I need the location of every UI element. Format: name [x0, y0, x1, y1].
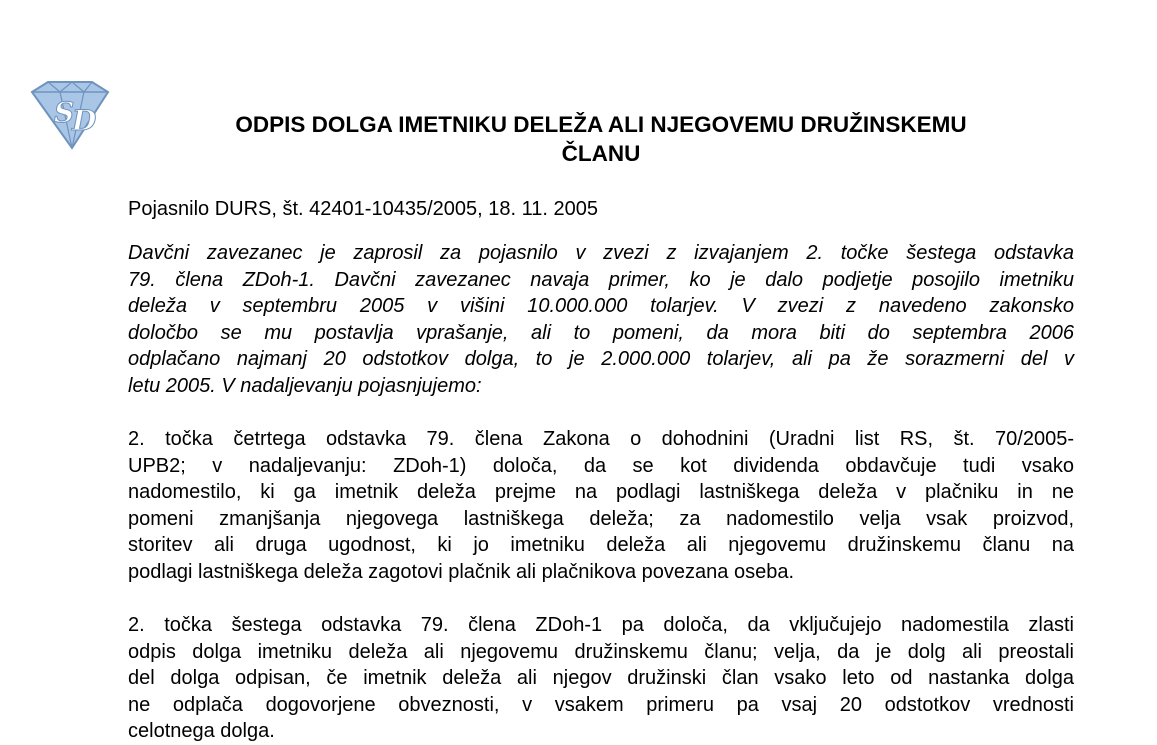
title-line: ČLANU [561, 141, 641, 166]
document-title [128, 110, 1074, 168]
intro-line: Davčni zavezanec je zaprosil za pojasnilo v zvezi z izvajanjem 2. točke šestega odstavka [128, 242, 1074, 264]
paragraph-line: storitev ali druga ugodnost, ki jo imetniku deleža ali njegovemu družinskemu članu na [128, 534, 1074, 556]
logo-letter-d: D [72, 104, 97, 137]
intro-line: določbo se mu postavlja vprašanje, ali to pomeni, da mora biti do septembra 2006 [128, 321, 1074, 344]
title-line: ODPIS DOLGA IMETNIKU DELEŽA ALI NJEGOVEMU DRUŽINSKEMU [235, 112, 967, 137]
logo-diamond-icon [28, 78, 112, 150]
logo-letter-s: S [54, 96, 75, 129]
intro-line: 79. člena ZDoh-1. Davčni zavezanec navaja primer, ko je dalo podjetje posojilo imetniku [128, 268, 1074, 291]
paragraph-line: 2. točka četrtega odstavka 79. člena Zakona o dohodnini (Uradni list RS, št. 70/2005- [128, 428, 1074, 450]
intro-line: odplačano najmanj 20 odstotkov dolga, to je 2.000.000 tolarjev, ali pa že sorazmerni del v [128, 348, 1074, 370]
paragraph-line: UPB2; v nadaljevanju: ZDoh-1) določa, da se kot dividenda obdavčuje tudi vsako [128, 454, 1074, 477]
document-reference: Pojasnilo DURS, št. 42401-10435/2005, 18. 11. 2005 [128, 198, 598, 220]
paragraph-line: del dolga odpisan, če imetnik deleža ali njegov družinski član vsako leto od nastanka dolga [128, 667, 1074, 689]
paragraph-line: nadomestilo, ki ga imetnik deleža prejme na podlagi lastniškega deleža v plačniku in ne [128, 481, 1074, 503]
paragraph-line: celotnega dolga. [128, 720, 275, 742]
logo [28, 78, 112, 150]
paragraph-line: podlagi lastniškega deleža zagotovi plačnik ali plačnikova povezana oseba. [128, 560, 794, 583]
paragraph-line: pomeni zmanjšanja njegovega lastniškega deleža; za nadomestilo velja vsak proizvod, [128, 507, 1074, 530]
body-paragraph-1 [128, 426, 1074, 585]
intro-line: letu 2005. V nadaljevanju pojasnjujemo: [128, 374, 482, 397]
paragraph-line: ne odplača dogovorjene obveznosti, v vsakem primeru pa vsaj 20 odstotkov vrednosti [128, 693, 1074, 716]
intro-line: deleža v septembru 2005 v višini 10.000.000 tolarjev. V zvezi z navedeno zakonsko [128, 295, 1074, 317]
paragraph-line: odpis dolga imetniku deleža ali njegovemu družinskemu članu; velja, da je dolg ali preostali [128, 640, 1074, 663]
paragraph-line: 2. točka šestega odstavka 79. člena ZDoh-1 pa določa, da vključujejo nadomestila zlasti [128, 614, 1074, 636]
body-paragraph-2 [128, 612, 1074, 745]
intro-paragraph [128, 240, 1074, 399]
